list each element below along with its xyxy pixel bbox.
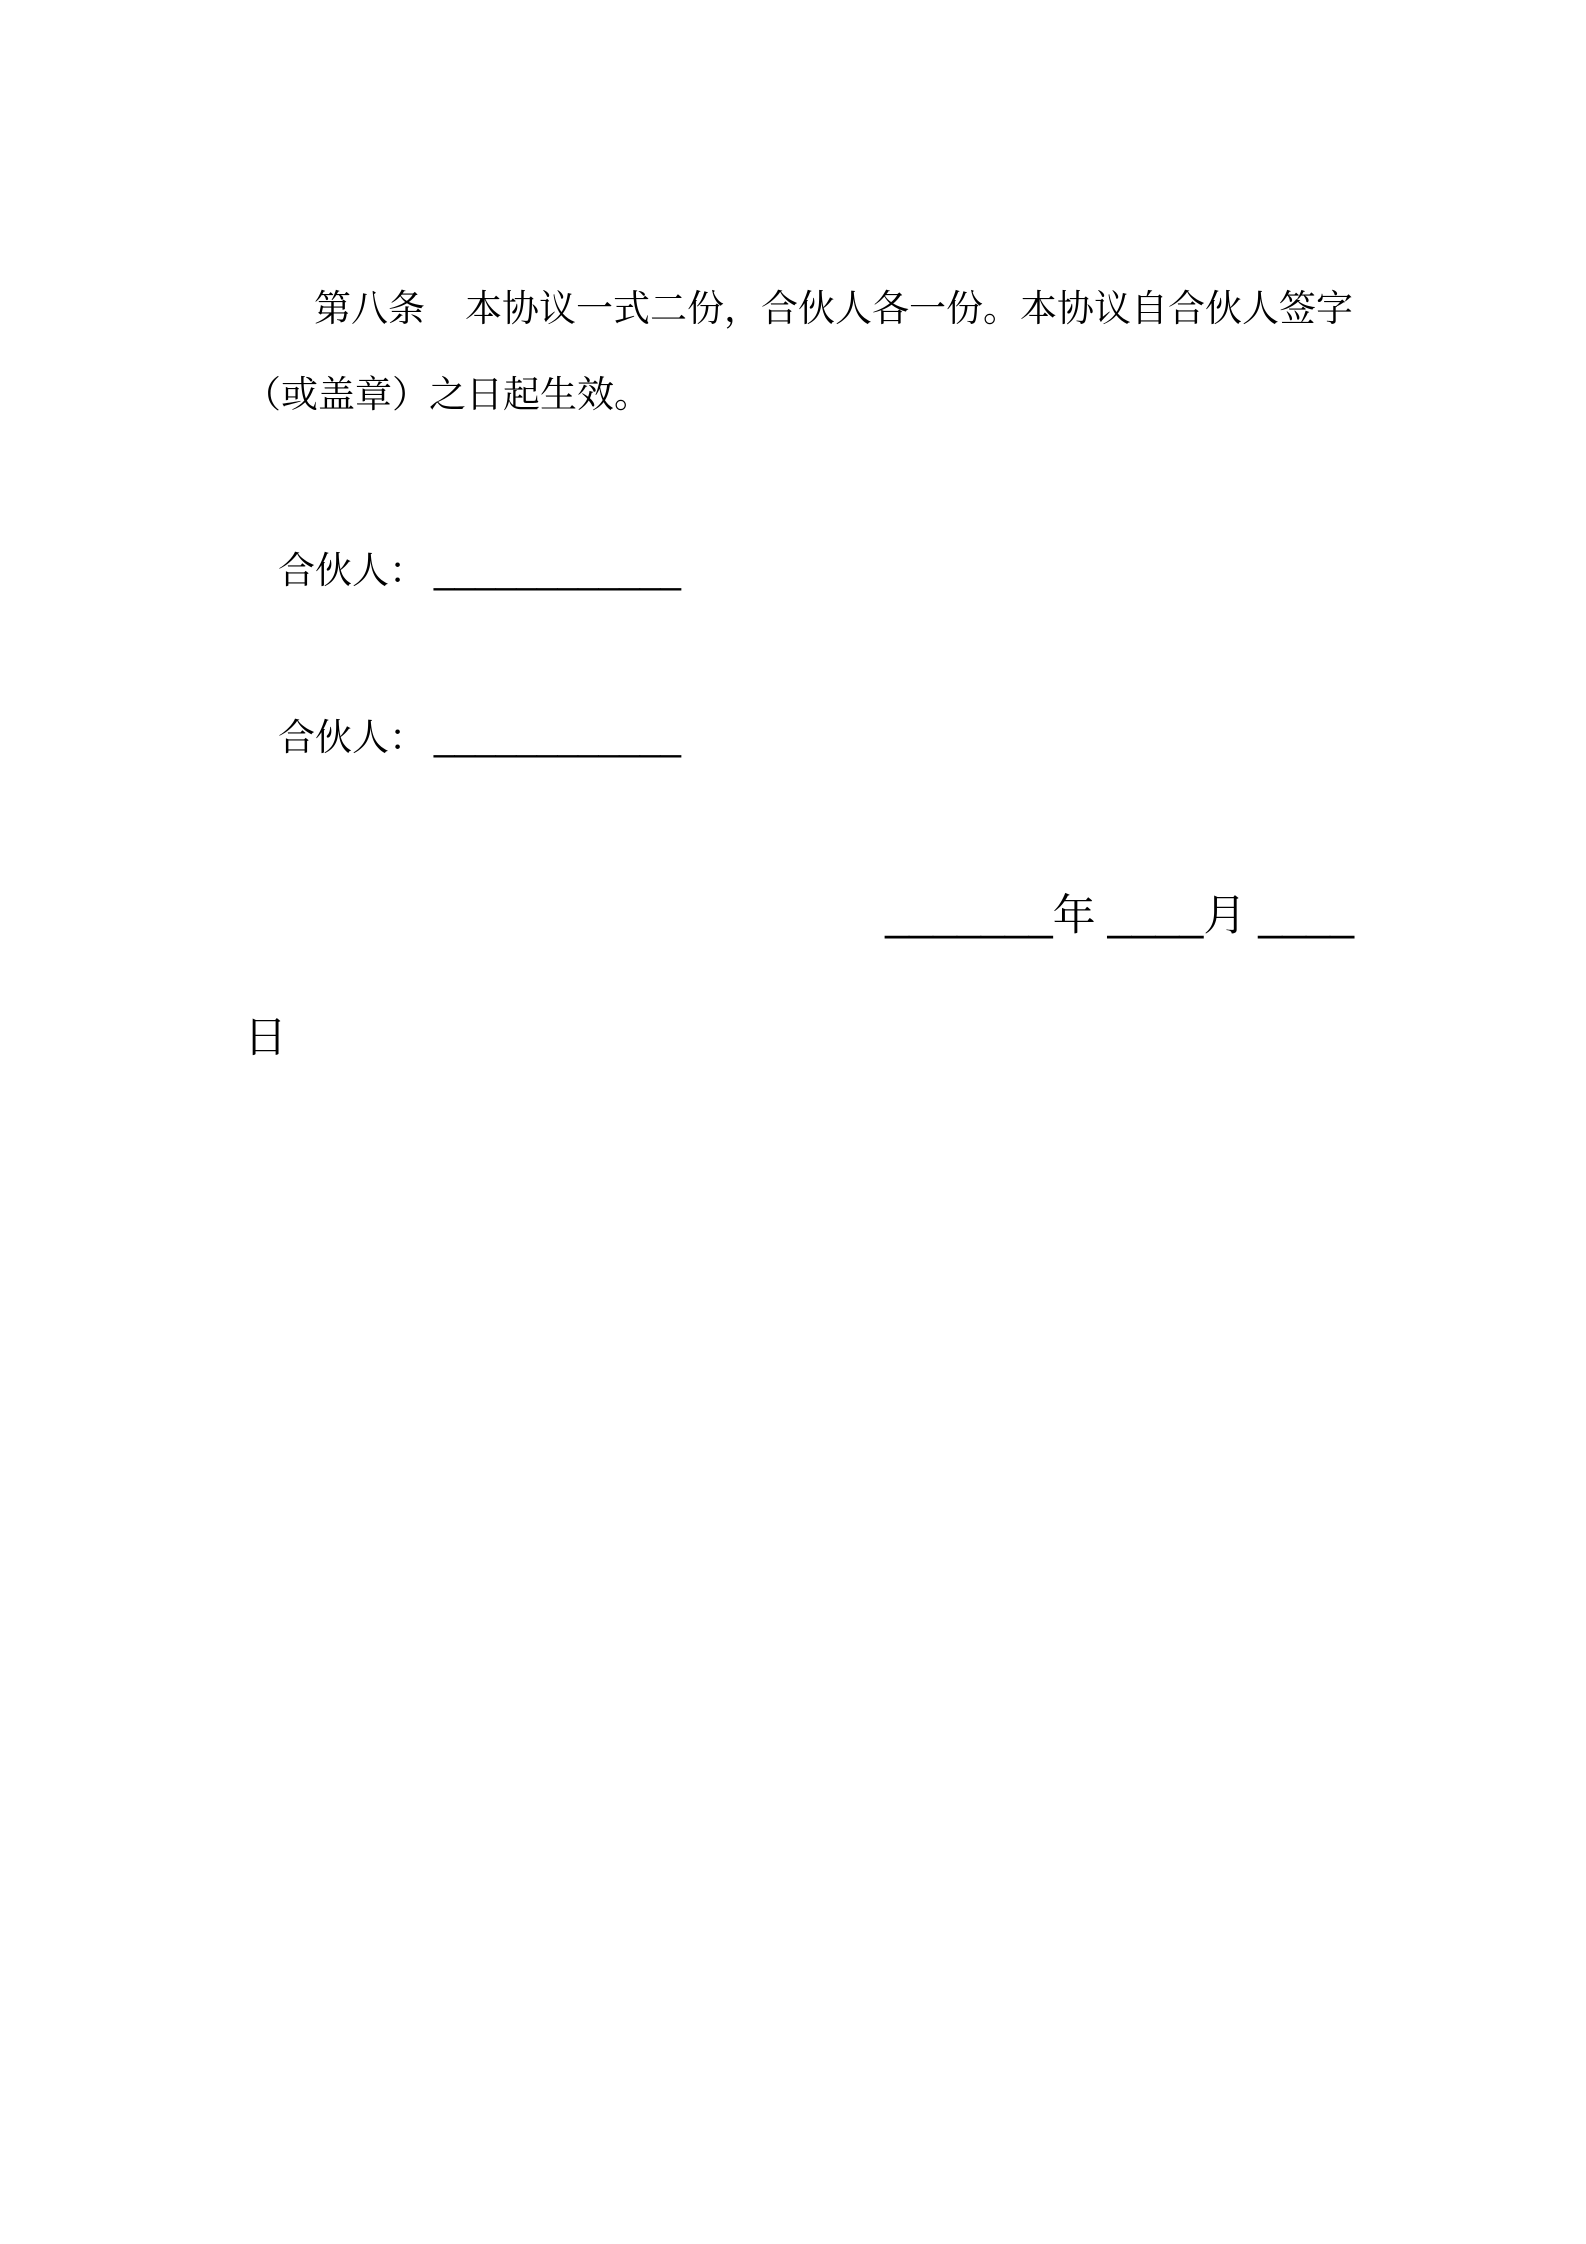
article-line-1 [314,287,1353,331]
day-blank: ____ [1258,892,1354,940]
month-blank: ____ [1107,892,1204,940]
date-line-wrap [244,1012,287,1064]
year-label: 年 [1052,892,1096,940]
signature-blank: ____________ [434,550,681,591]
signature-line-partner-2 [278,716,681,760]
signature-label: 合伙人： [278,717,426,758]
article-number: 第八条 [314,288,425,329]
date-line [885,890,1354,942]
article-text-line-1: 本协议一式二份，合伙人各一份。本协议自合伙人签字 [465,288,1353,329]
article-line-2 [244,373,651,417]
article-text-line-2: （或盖章）之日起生效。 [244,374,651,415]
month-label: 月 [1203,892,1247,940]
signature-line-partner-1 [278,549,681,593]
year-blank: _______ [885,892,1053,940]
signature-label: 合伙人： [278,550,426,591]
day-label: 日 [244,1014,287,1062]
signature-blank: ____________ [434,717,681,758]
